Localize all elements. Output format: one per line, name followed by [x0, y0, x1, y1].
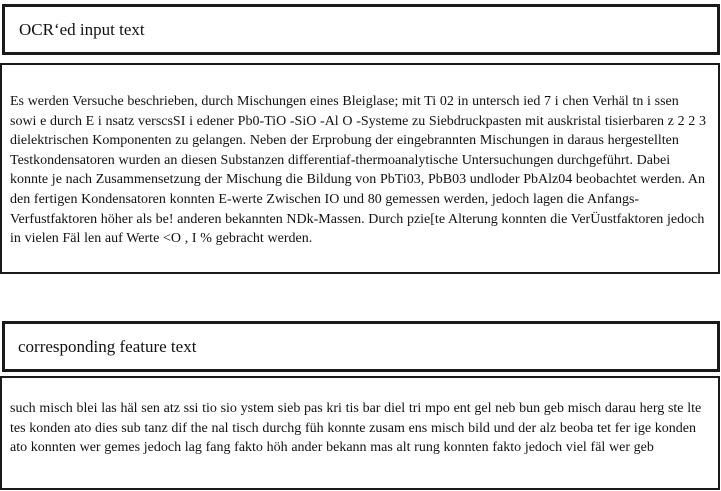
- ocr-input-text: Es werden Versuche beschrieben, durch Mischungen eines Bleiglase; mit Ti 02 in untersch ied 7 i chen Verhäl tn i ssen sowi e durch E i nsatz verscsSI i edener Pb0-TiO -SiO -Al O -Systeme zu Siebdruckpasten mit auskristal tisierbaren z 2 2 3 dielektrischen Komponenten zu gelangen. Neben der Erprobung der eingebrannten Mischungen in daraus hergestellten Testkondensatoren wurden an diesen Substanzen differentiaf-thermoanalytische Untersuchungen durchgeführt. Dabei konnte je nach Zusammensetzung der Mischung die Bildung von PbTi03, PbB03 undloder PbAlz04 beobachtet werden. An den fertigen Kondensatoren konnten E-werte Zwischen IO und 80 gemessen werden, jedoch lagen die Anfangs-Verfustfaktoren höher als be! anderen bekannten NDk-Massen. Durch pzie[te Alterung konnten die VerÜustfaktoren jedoch in vielen Fäl len auf Werte <O , I % gebracht werden.: [10, 94, 706, 247]
- feature-text-heading: corresponding feature text: [18, 337, 197, 356]
- feature-text: such misch blei las häl sen atz ssi tio sio ystem sieb pas kri tis bar diel tri mpo ent gel neb bun geb misch darau herg ste lte tes konden ato dies sub tanz dif the nal tisch durchg füh konnte zusam ens misch bild und der alz beoba tet fer ige konden ato konnten wer gemes jedoch lag fang fakto höh ander bekann mas alt rung konnten fakto jedoch viel fäl wer geb: [10, 401, 702, 456]
- ocr-input-text-box: [0, 63, 720, 274]
- feature-text-heading-box: [2, 321, 720, 372]
- feature-text-box: [0, 376, 720, 490]
- ocr-input-heading: OCR‘ed input text: [19, 20, 145, 39]
- ocr-input-heading-box: [2, 4, 720, 55]
